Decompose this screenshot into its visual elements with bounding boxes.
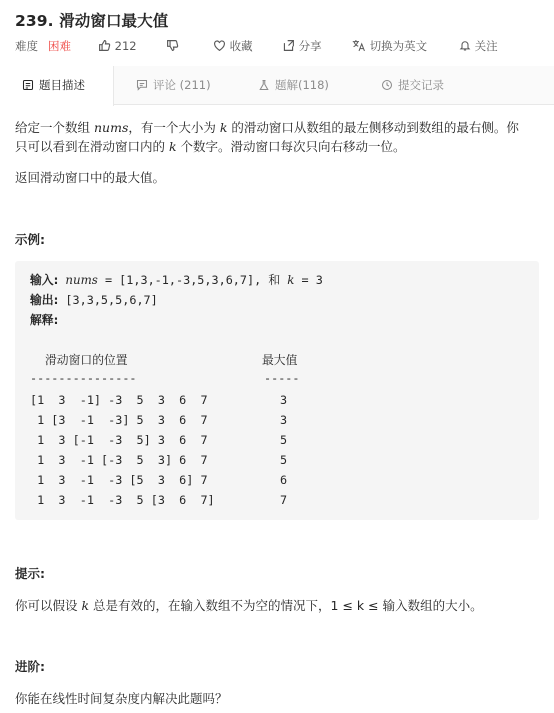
advanced-text: 你能在线性时间复杂度内解决此题吗？ xyxy=(15,691,228,706)
max-column-header: 最大值 xyxy=(262,353,298,367)
switch-language-button[interactable] xyxy=(352,37,427,55)
tab-description-label: 题目描述 xyxy=(39,78,85,92)
problem-title: 239. 滑动窗口最大值 xyxy=(15,12,169,30)
problem-tabs xyxy=(0,66,554,105)
thumbs-down-icon xyxy=(166,39,179,52)
window-row: 1 3 [-1 -3 5] 3 6 7 xyxy=(30,433,208,447)
like-button[interactable] xyxy=(98,37,137,55)
window-row: 1 3 -1 -3 [5 3 6] 7 xyxy=(30,473,208,487)
max-value: 7 xyxy=(280,493,288,507)
window-row: [1 3 -1] -3 5 3 6 7 xyxy=(30,393,208,407)
text-span: 你可以假设 xyxy=(15,598,82,613)
text-span: 只可以看到在滑动窗口内的 xyxy=(15,139,169,154)
input-and: 和 xyxy=(268,273,281,287)
description-paragraph-1 xyxy=(15,118,540,156)
dislike-button[interactable] xyxy=(166,37,179,55)
example-explain-line xyxy=(30,310,58,330)
switch-language-label: 切换为英文 xyxy=(369,39,428,53)
max-value: 5 xyxy=(280,433,288,447)
max-value: 3 xyxy=(280,393,288,407)
flask-icon xyxy=(258,79,270,91)
favorite-label: 收藏 xyxy=(229,39,253,53)
favorite-button[interactable] xyxy=(213,37,253,55)
comment-icon xyxy=(136,79,148,91)
document-icon xyxy=(22,79,34,91)
heart-icon xyxy=(213,39,226,52)
share-label: 分享 xyxy=(298,39,322,53)
thumbs-up-icon xyxy=(98,39,111,52)
window-row: 1 3 -1 [-3 5 3] 6 7 xyxy=(30,453,208,467)
hint-heading: 提示: xyxy=(15,566,45,581)
var-k: k xyxy=(168,139,177,154)
clock-icon xyxy=(381,79,393,91)
difficulty-label: 难度 xyxy=(15,39,38,53)
var-nums: nums xyxy=(93,120,129,135)
example-output-line xyxy=(30,290,158,310)
text-span: 个数字。滑动窗口每次只向右移动一位。 xyxy=(176,139,406,154)
like-count: 212 xyxy=(114,39,137,53)
bell-icon xyxy=(459,39,471,52)
text-span: 给定一个数组 xyxy=(15,120,94,135)
translate-icon xyxy=(352,39,366,52)
description-paragraph-2: 返回滑动窗口中的最大值。 xyxy=(15,170,166,185)
explain-label: 解释: xyxy=(30,313,59,327)
max-value: 3 xyxy=(280,413,288,427)
window-row: 1 3 -1 -3 5 [3 6 7] xyxy=(30,493,215,507)
follow-button[interactable] xyxy=(459,37,498,55)
max-column-rule: ----- xyxy=(264,371,300,385)
var-k: k xyxy=(81,598,90,613)
share-button[interactable] xyxy=(282,37,322,55)
example-heading: 示例: xyxy=(15,232,45,247)
tab-submissions-label: 提交记录 xyxy=(398,78,444,92)
input-k-value: = 3 xyxy=(294,273,323,287)
window-column-header: 滑动窗口的位置 xyxy=(45,353,128,367)
max-value: 5 xyxy=(280,453,288,467)
share-icon xyxy=(282,39,295,52)
window-row: 1 [3 -1 -3] 5 3 6 7 xyxy=(30,413,208,427)
max-value: 6 xyxy=(280,473,288,487)
tab-submissions[interactable] xyxy=(381,66,444,105)
advanced-heading: 进阶: xyxy=(15,659,45,674)
output-value: [3,3,5,5,6,7] xyxy=(58,293,158,307)
tab-solutions[interactable] xyxy=(258,66,329,105)
example-code-block xyxy=(15,261,539,520)
text-span: 的滑动窗口从数组的最左侧移动到数组的最右侧。你 xyxy=(227,120,519,135)
input-label: 输入: xyxy=(30,273,59,287)
text-span: ，有一个大小为 xyxy=(128,120,220,135)
tab-description[interactable] xyxy=(0,66,114,106)
tab-comments-label: 评论 (211) xyxy=(153,78,211,92)
difficulty-badge: 困难 xyxy=(48,39,71,53)
example-input-line xyxy=(30,270,323,290)
window-column-rule: --------------- xyxy=(30,371,137,385)
var-nums: nums xyxy=(65,273,98,287)
tab-solutions-label: 题解(118) xyxy=(275,78,329,92)
output-label: 输出: xyxy=(30,293,59,307)
follow-label: 关注 xyxy=(474,39,498,53)
hint-text xyxy=(15,596,483,615)
var-k: k xyxy=(219,120,228,135)
tab-comments[interactable] xyxy=(136,66,211,105)
var-k: k xyxy=(287,273,295,287)
text-span: 总是有效的，在输入数组不为空的情况下，1 ≤ k ≤ 输入数组的大小。 xyxy=(89,598,483,613)
input-value: = [1,3,-1,-3,5,3,6,7], xyxy=(97,273,269,287)
